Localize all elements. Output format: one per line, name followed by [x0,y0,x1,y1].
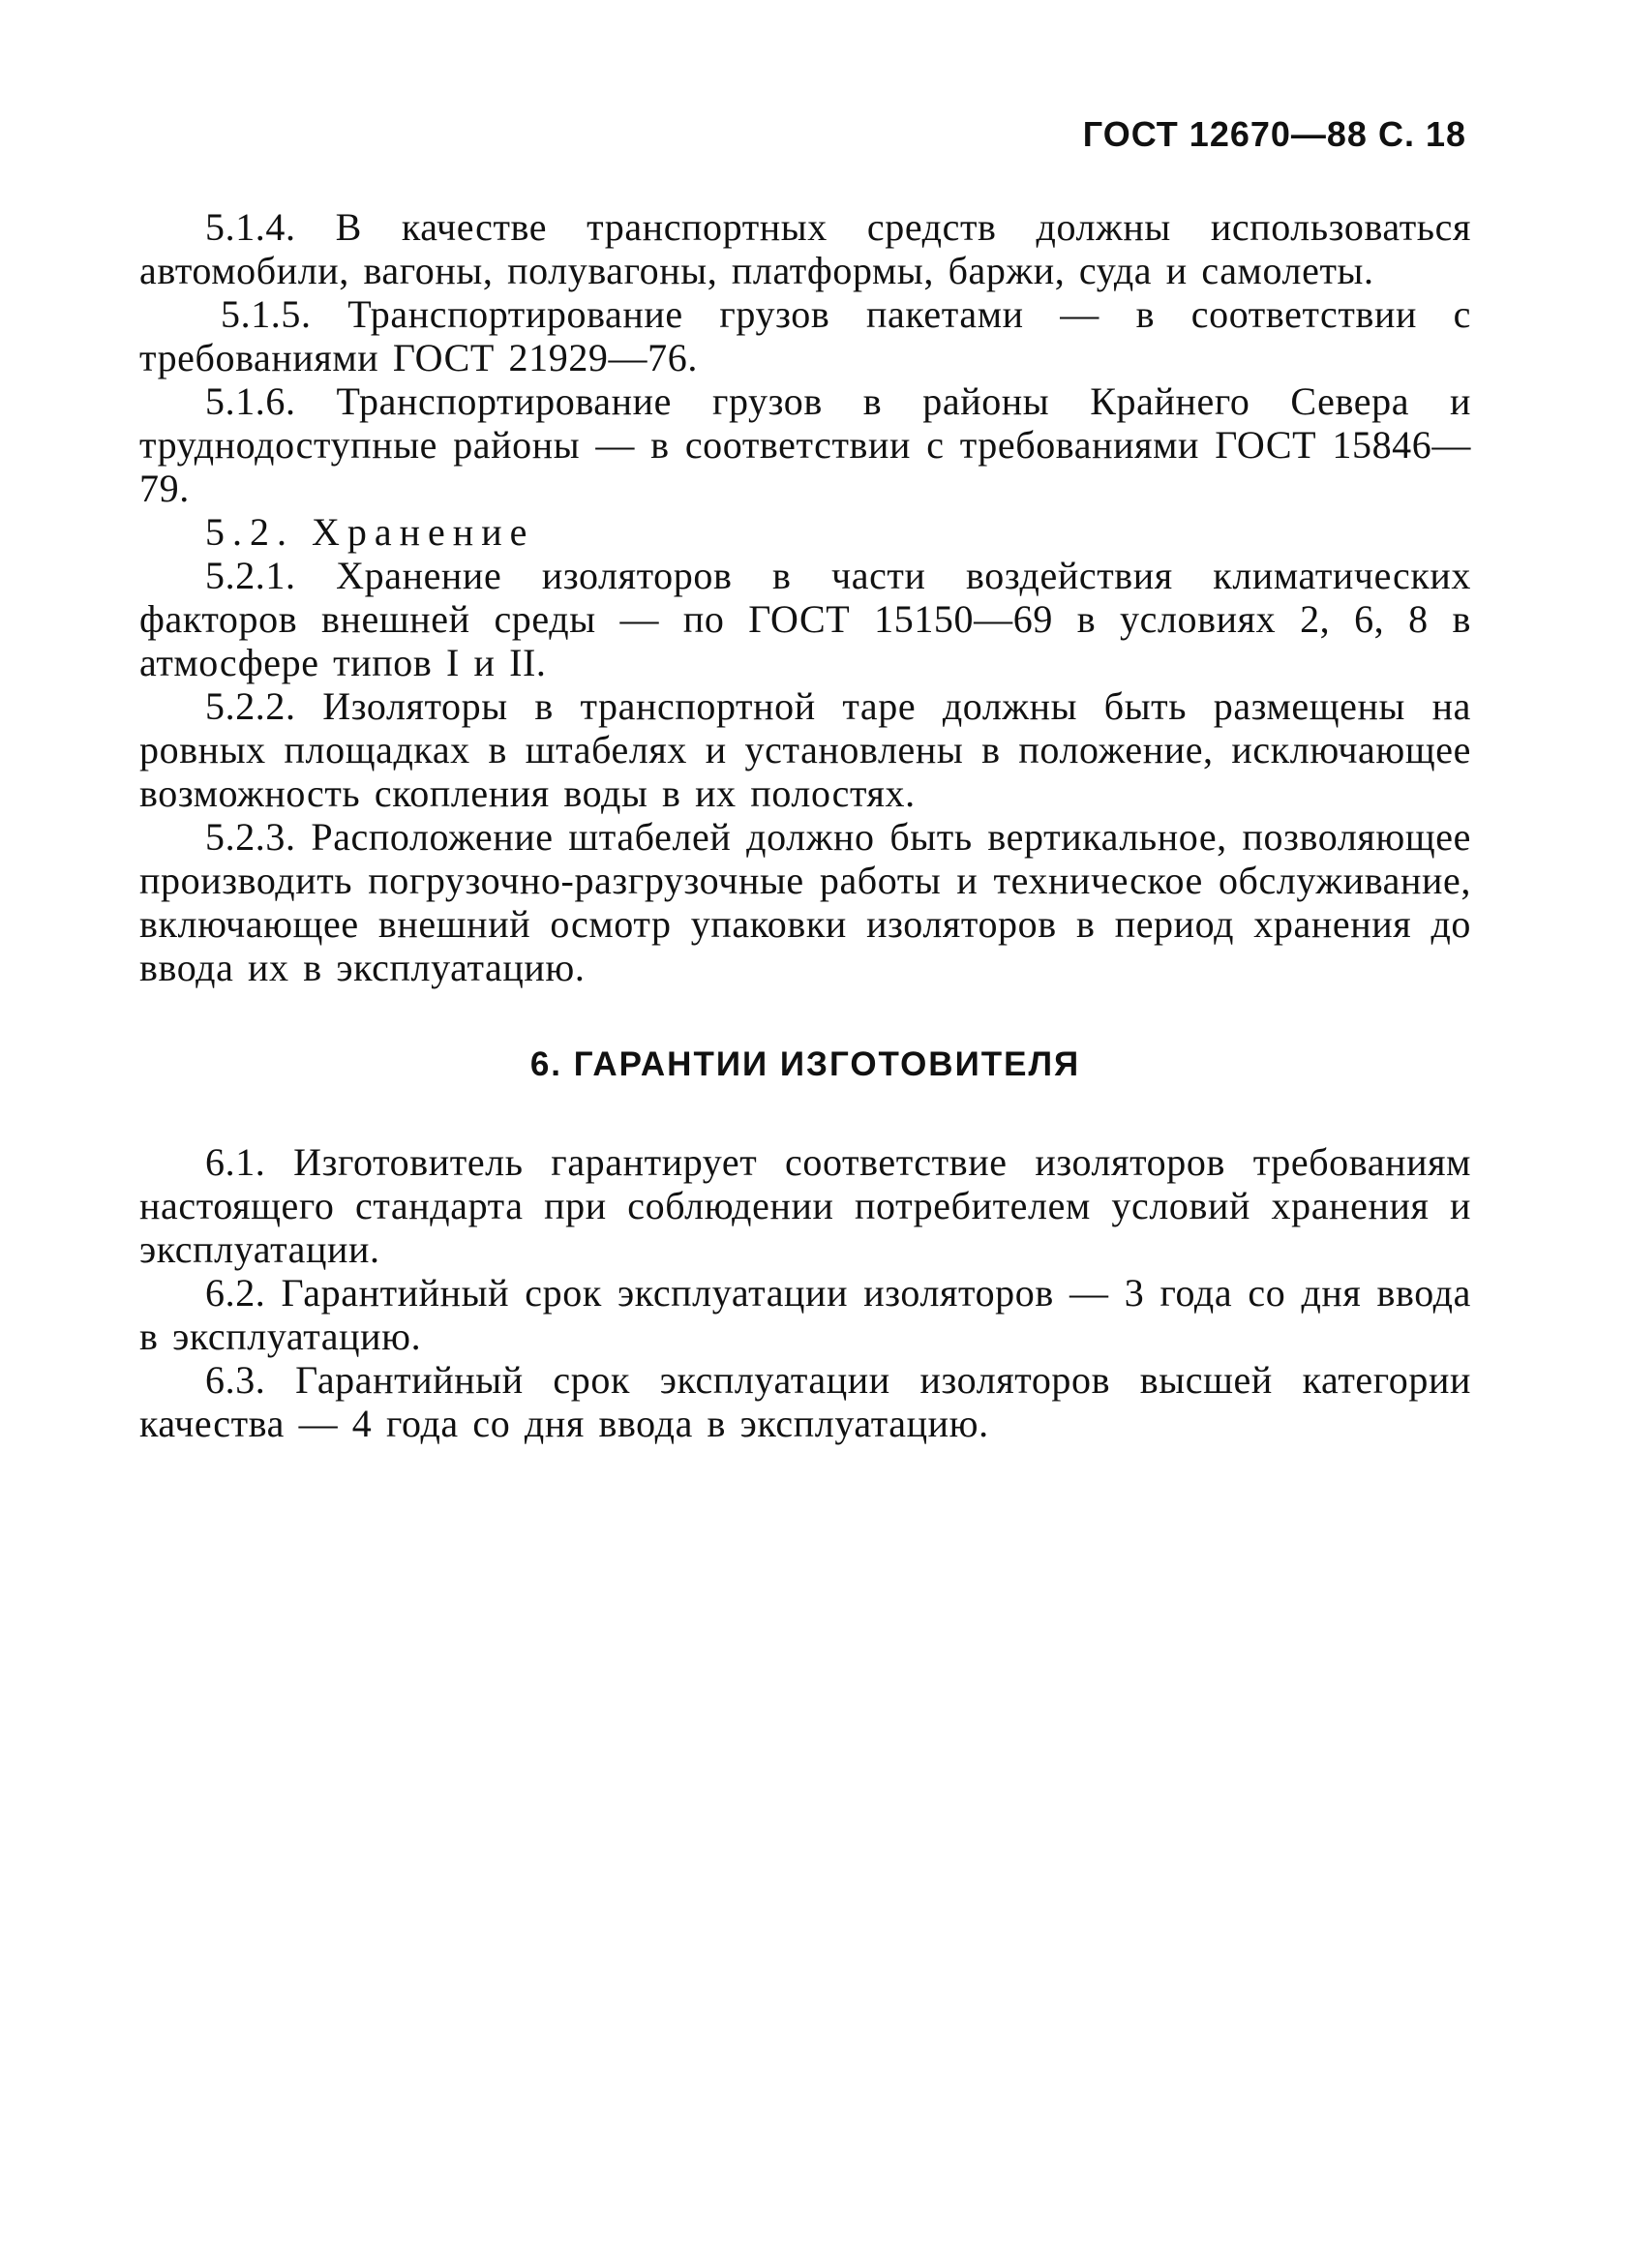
paragraph-5-1-6: 5.1.6. Транспортирование грузов в районы Крайнего Севера и труднодоступные районы — в соответствии с требованиями ГОСТ 15846—79. [139,379,1471,510]
paragraph-5-2-3: 5.2.3. Расположение штабелей должно быть вертикальное, позволяющее производить погрузочно-разгрузочные работы и техническое обслуживание, включающее внешний осмотр упаковки изоляторов в период хранения до ввода их в эксплуатацию. [139,815,1471,989]
subsection-heading-storage: 5.2. Хранение [205,510,535,554]
paragraph-5-2-1: 5.2.1. Хранение изоляторов в части воздействия климатических факторов внешней среды — по ГОСТ 15150—69 в условиях 2, 6, 8 в атмосфере типов I и II. [139,554,1471,684]
paragraph-6-1: 6.1. Изготовитель гарантирует соответствие изоляторов требованиям настоящего стандарта при соблюдении потребителем условий хранения и эксплуатации. [139,1140,1471,1271]
paragraph-5-1-5: 5.1.5. Транспортирование грузов пакетами — в соответствии с требованиями ГОСТ 21929—76. [139,292,1471,379]
paragraph-5-1-4: 5.1.4. В качестве транспортных средств должны использоваться автомобили, вагоны, полувагоны, платформы, баржи, суда и самолеты. [139,205,1471,292]
paragraph-5-2-2: 5.2.2. Изоляторы в транспортной таре должны быть размещены на ровных площадках в штабелях и установлены в положение, исключающее возможность скопления воды в их полостях. [139,684,1471,815]
paragraph-6-2: 6.2. Гарантийный срок эксплуатации изоляторов — 3 года со дня ввода в эксплуатацию. [139,1271,1471,1358]
page-header: ГОСТ 12670—88 С. 18 [1082,114,1466,154]
paragraph-6-3: 6.3. Гарантийный срок эксплуатации изоляторов высшей категории качества — 4 года со дня ввода в эксплуатацию. [139,1358,1471,1445]
document-body [139,205,1471,1445]
section-title-warranty: 6. ГАРАНТИИ ИЗГОТОВИТЕЛЯ [529,1045,1081,1083]
